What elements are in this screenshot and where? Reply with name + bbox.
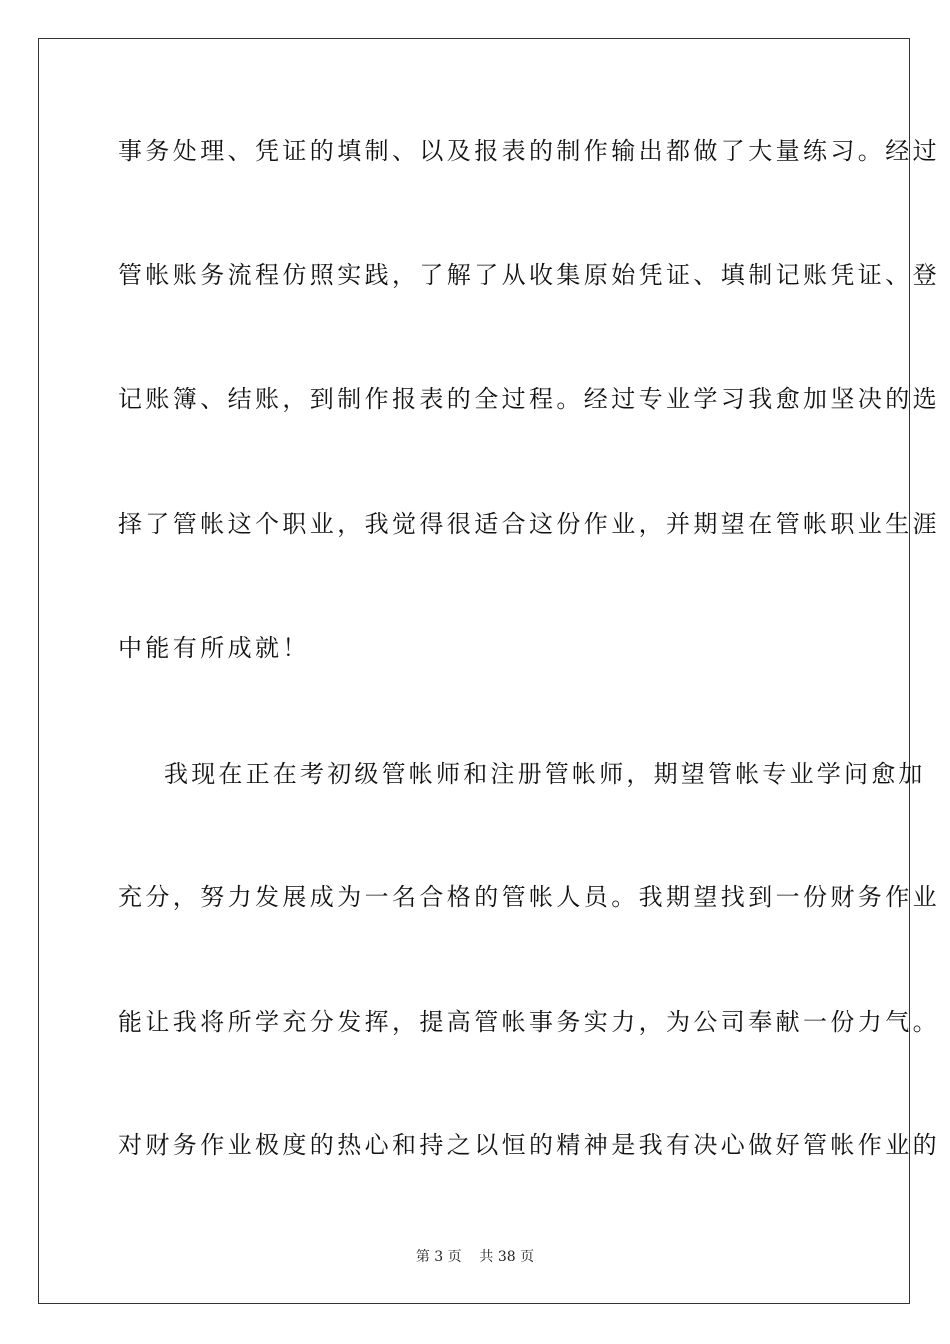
body-text-line: 择了管帐这个职业，我觉得很适合这份作业，并期望在管帐职业生涯 [118,510,940,538]
page-frame [38,38,940,1304]
body-text-line: 中能有所成就！ [118,634,310,662]
body-text-line: 事务处理、凭证的填制、以及报表的制作输出都做了大量练习。经过 [118,137,940,165]
paragraph-first-line: 我现在正在考初级管帐师和注册管帐师，期望管帐专业学问愈加 [164,760,926,788]
body-text-line: 能让我将所学充分发挥，提高管帐事务实力，为公司奉献一份力气。 [118,1008,940,1036]
body-text-line: 对财务作业极度的热心和持之以恒的精神是我有决心做好管帐作业的 [118,1131,940,1159]
body-text-line: 记账簿、结账，到制作报表的全过程。经过专业学习我愈加坚决的选 [118,385,940,413]
body-text-line: 充分，努力发展成为一名合格的管帐人员。我期望找到一份财务作业 [118,883,940,911]
page-number-footer: 第 3 页 共 38 页 [415,1249,535,1265]
body-text-line: 管帐账务流程仿照实践，了解了从收集原始凭证、填制记账凭证、登 [118,261,940,289]
